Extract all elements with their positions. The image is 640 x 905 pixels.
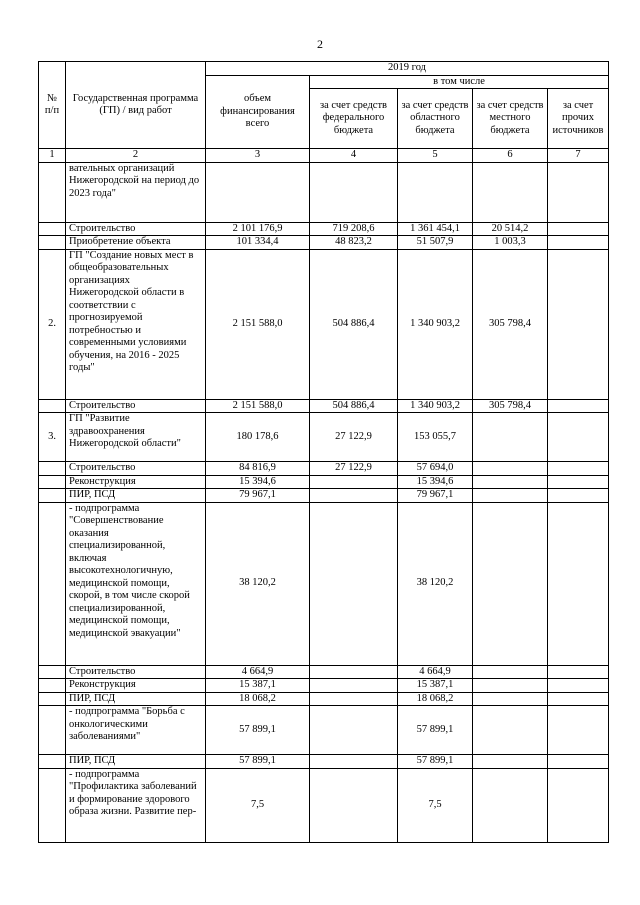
row-regional: 1 340 903,2 bbox=[398, 399, 473, 413]
row-number bbox=[39, 236, 66, 250]
header-local: за счет средств местного бюджета bbox=[473, 89, 548, 149]
column-number: 7 bbox=[548, 149, 609, 163]
row-federal: 27 122,9 bbox=[310, 462, 398, 476]
row-regional: 57 899,1 bbox=[398, 706, 473, 755]
row-number bbox=[39, 399, 66, 413]
row-total: 84 816,9 bbox=[206, 462, 310, 476]
row-local bbox=[473, 679, 548, 693]
header-total: объем финансирования всего bbox=[206, 75, 310, 149]
row-local bbox=[473, 706, 548, 755]
header-other: за счет прочих источников bbox=[548, 89, 609, 149]
row-name: Приобретение объекта bbox=[66, 236, 206, 250]
table-row bbox=[39, 462, 609, 476]
row-name: Реконструкция bbox=[66, 475, 206, 489]
header-num: № п/п bbox=[39, 62, 66, 149]
row-total: 18 068,2 bbox=[206, 692, 310, 706]
row-name: ПИР, ПСД bbox=[66, 692, 206, 706]
row-number bbox=[39, 755, 66, 769]
row-name: Строительство bbox=[66, 462, 206, 476]
row-name: Строительство bbox=[66, 222, 206, 236]
row-number bbox=[39, 768, 66, 842]
column-number: 6 bbox=[473, 149, 548, 163]
row-local bbox=[473, 502, 548, 665]
row-federal: 27 122,9 bbox=[310, 413, 398, 462]
row-federal: 504 886,4 bbox=[310, 249, 398, 399]
row-total: 7,5 bbox=[206, 768, 310, 842]
row-federal bbox=[310, 755, 398, 769]
row-total: 2 151 588,0 bbox=[206, 249, 310, 399]
column-number: 2 bbox=[66, 149, 206, 163]
table-row bbox=[39, 502, 609, 665]
row-number bbox=[39, 462, 66, 476]
row-name: ПИР, ПСД bbox=[66, 489, 206, 503]
table-row bbox=[39, 489, 609, 503]
row-local: 1 003,3 bbox=[473, 236, 548, 250]
row-other bbox=[548, 502, 609, 665]
row-total: 4 664,9 bbox=[206, 665, 310, 679]
row-regional: 51 507,9 bbox=[398, 236, 473, 250]
header-including: в том числе bbox=[310, 75, 609, 89]
row-local bbox=[473, 768, 548, 842]
row-number bbox=[39, 475, 66, 489]
column-number: 1 bbox=[39, 149, 66, 163]
table-row bbox=[39, 236, 609, 250]
row-regional: 57 899,1 bbox=[398, 755, 473, 769]
table-row bbox=[39, 692, 609, 706]
row-local bbox=[473, 692, 548, 706]
table-row bbox=[39, 679, 609, 693]
table-row bbox=[39, 399, 609, 413]
row-regional bbox=[398, 162, 473, 222]
row-total: 2 101 176,9 bbox=[206, 222, 310, 236]
table-row bbox=[39, 413, 609, 462]
row-number bbox=[39, 692, 66, 706]
row-total bbox=[206, 162, 310, 222]
row-regional: 4 664,9 bbox=[398, 665, 473, 679]
row-regional: 1 361 454,1 bbox=[398, 222, 473, 236]
row-regional: 15 394,6 bbox=[398, 475, 473, 489]
row-total: 101 334,4 bbox=[206, 236, 310, 250]
column-number: 4 bbox=[310, 149, 398, 163]
column-number: 5 bbox=[398, 149, 473, 163]
row-federal: 48 823,2 bbox=[310, 236, 398, 250]
row-number bbox=[39, 502, 66, 665]
row-total: 79 967,1 bbox=[206, 489, 310, 503]
row-total: 2 151 588,0 bbox=[206, 399, 310, 413]
row-local bbox=[473, 475, 548, 489]
row-other bbox=[548, 222, 609, 236]
row-number bbox=[39, 706, 66, 755]
row-federal bbox=[310, 692, 398, 706]
column-number: 3 bbox=[206, 149, 310, 163]
table-row bbox=[39, 665, 609, 679]
row-other bbox=[548, 706, 609, 755]
row-other bbox=[548, 236, 609, 250]
row-regional: 15 387,1 bbox=[398, 679, 473, 693]
row-federal bbox=[310, 665, 398, 679]
row-total: 15 394,6 bbox=[206, 475, 310, 489]
table-row bbox=[39, 222, 609, 236]
row-total: 15 387,1 bbox=[206, 679, 310, 693]
header-program: Государственная программа (ГП) / вид работ bbox=[66, 62, 206, 149]
row-other bbox=[548, 665, 609, 679]
row-other bbox=[548, 249, 609, 399]
row-other bbox=[548, 692, 609, 706]
row-name: ГП "Развитие здравоохранения Нижегородской области" bbox=[66, 413, 206, 462]
row-federal bbox=[310, 706, 398, 755]
row-total: 57 899,1 bbox=[206, 706, 310, 755]
row-name: Строительство bbox=[66, 665, 206, 679]
row-number bbox=[39, 679, 66, 693]
row-federal bbox=[310, 162, 398, 222]
row-other bbox=[548, 462, 609, 476]
table-row bbox=[39, 768, 609, 842]
row-regional: 153 055,7 bbox=[398, 413, 473, 462]
table-row bbox=[39, 755, 609, 769]
header-regional: за счет средств областного бюджета bbox=[398, 89, 473, 149]
row-other bbox=[548, 755, 609, 769]
row-name: Строительство bbox=[66, 399, 206, 413]
row-name: - подпрограмма "Борьба с онкологическими заболеваниями" bbox=[66, 706, 206, 755]
financing-table bbox=[38, 61, 609, 843]
row-total: 38 120,2 bbox=[206, 502, 310, 665]
row-name: ПИР, ПСД bbox=[66, 755, 206, 769]
row-other bbox=[548, 399, 609, 413]
row-number bbox=[39, 665, 66, 679]
row-other bbox=[548, 489, 609, 503]
row-federal bbox=[310, 679, 398, 693]
row-local bbox=[473, 162, 548, 222]
row-other bbox=[548, 413, 609, 462]
row-number bbox=[39, 162, 66, 222]
row-regional: 79 967,1 bbox=[398, 489, 473, 503]
row-regional: 18 068,2 bbox=[398, 692, 473, 706]
row-number bbox=[39, 489, 66, 503]
row-federal: 504 886,4 bbox=[310, 399, 398, 413]
row-other bbox=[548, 679, 609, 693]
row-local bbox=[473, 462, 548, 476]
table-row bbox=[39, 475, 609, 489]
row-local bbox=[473, 665, 548, 679]
row-number: 3. bbox=[39, 413, 66, 462]
row-number: 2. bbox=[39, 249, 66, 399]
row-total: 180 178,6 bbox=[206, 413, 310, 462]
row-federal: 719 208,6 bbox=[310, 222, 398, 236]
row-federal bbox=[310, 768, 398, 842]
row-name: - подпрограмма "Совершенствование оказания специализированной, включая высокотехнологичную, медицинской помощи, скорой, в том числе скорой специализированной, медицинской помощи, медицинской эвакуации" bbox=[66, 502, 206, 665]
row-number bbox=[39, 222, 66, 236]
row-regional: 7,5 bbox=[398, 768, 473, 842]
row-federal bbox=[310, 489, 398, 503]
row-other bbox=[548, 162, 609, 222]
row-federal bbox=[310, 502, 398, 665]
row-other bbox=[548, 475, 609, 489]
row-local bbox=[473, 489, 548, 503]
row-local bbox=[473, 755, 548, 769]
header-federal: за счет средств федерального бюджета bbox=[310, 89, 398, 149]
row-name: вательных организаций Нижегородской на период до 2023 года" bbox=[66, 162, 206, 222]
row-regional: 57 694,0 bbox=[398, 462, 473, 476]
row-other bbox=[548, 768, 609, 842]
row-federal bbox=[310, 475, 398, 489]
table-row bbox=[39, 162, 609, 222]
row-regional: 38 120,2 bbox=[398, 502, 473, 665]
row-name: - подпрограмма "Профилактика заболеваний и формирование здорового образа жизни. Развитие пер- bbox=[66, 768, 206, 842]
row-local bbox=[473, 413, 548, 462]
row-local: 305 798,4 bbox=[473, 249, 548, 399]
header-year: 2019 год bbox=[206, 62, 609, 76]
table-row bbox=[39, 249, 609, 399]
row-regional: 1 340 903,2 bbox=[398, 249, 473, 399]
row-name: Реконструкция bbox=[66, 679, 206, 693]
row-total: 57 899,1 bbox=[206, 755, 310, 769]
row-name: ГП "Создание новых мест в общеобразовательных организациях Нижегородской области в соответствии с прогнозируемой потребностью и современными условиями обучения, на 2016 - 2025 годы" bbox=[66, 249, 206, 399]
page-number: 2 bbox=[317, 37, 323, 51]
row-local: 20 514,2 bbox=[473, 222, 548, 236]
row-local: 305 798,4 bbox=[473, 399, 548, 413]
table-row bbox=[39, 706, 609, 755]
